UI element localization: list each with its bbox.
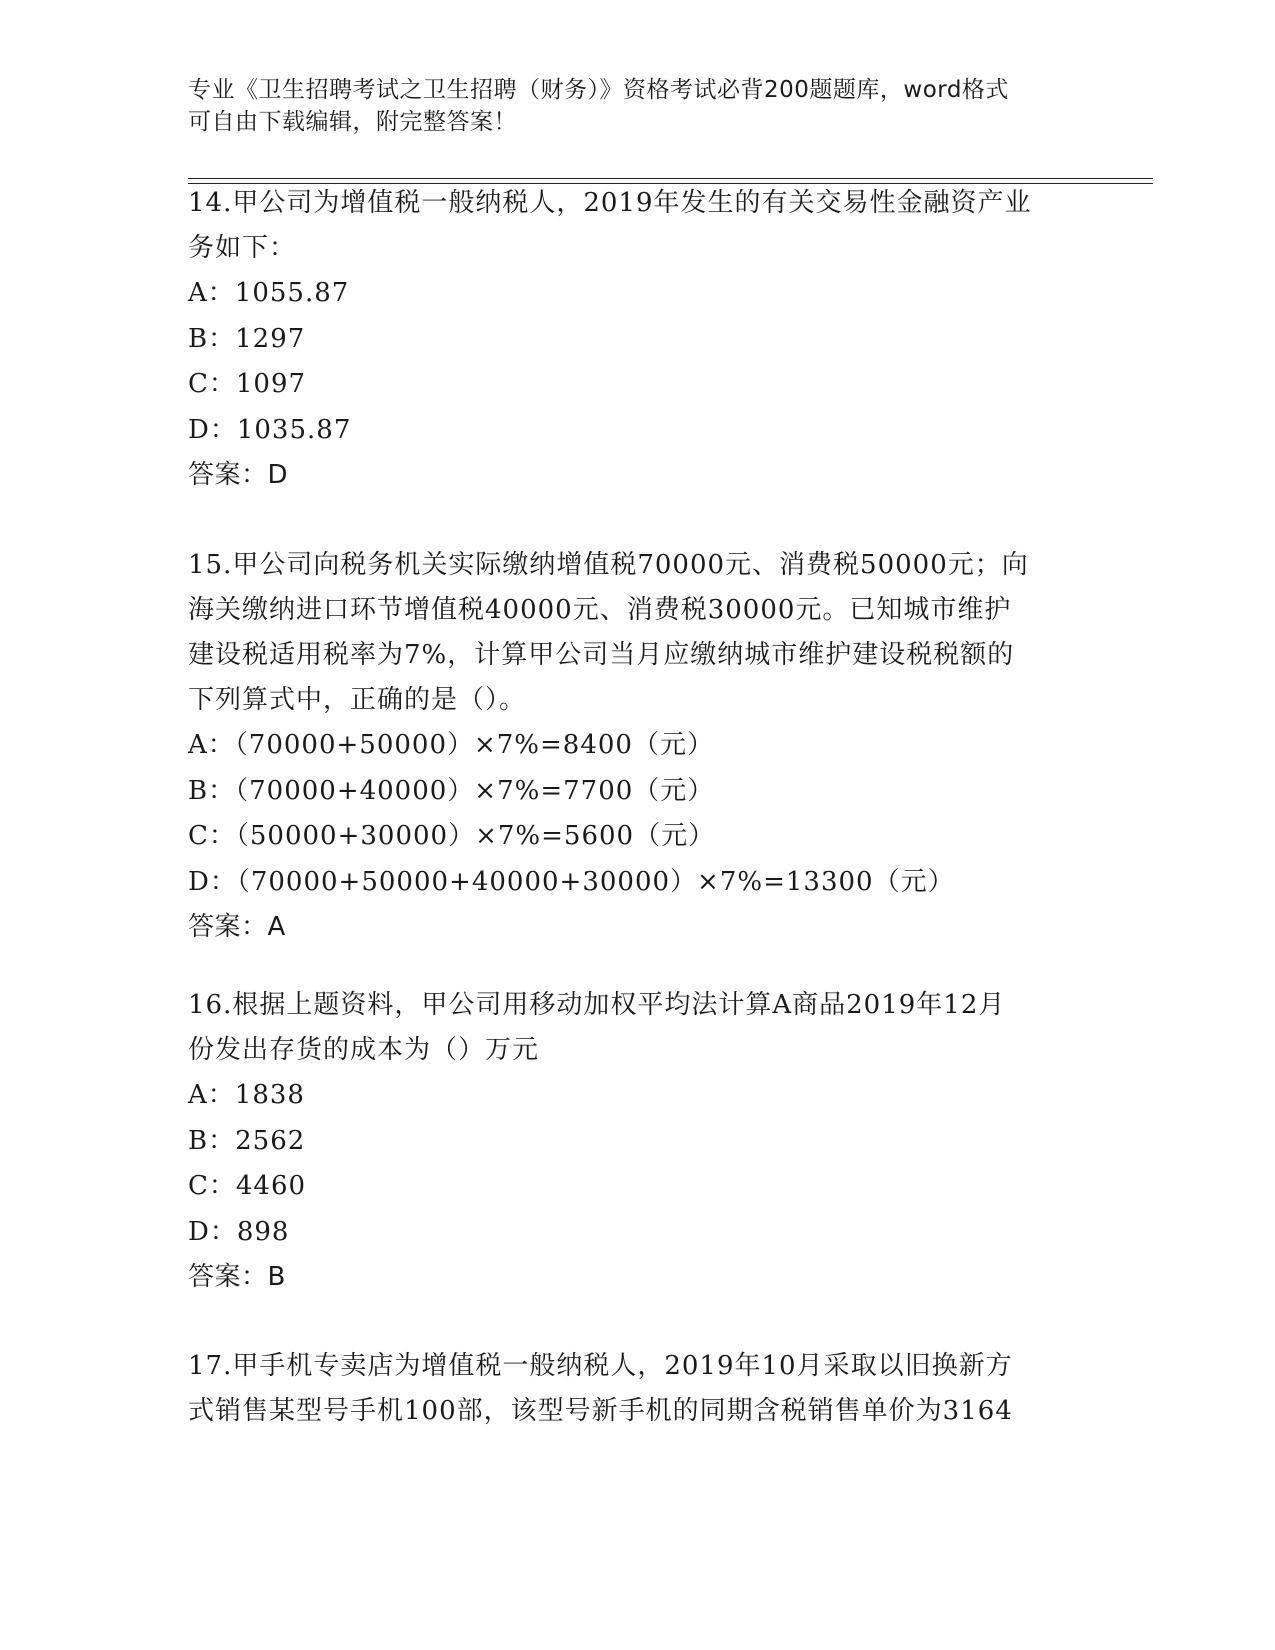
header-line: 可自由下载编辑，附完整答案！ — [188, 109, 517, 135]
header-divider — [188, 178, 1153, 179]
option-a: A：1055.87 — [188, 278, 350, 308]
option-b: B：2562 — [188, 1125, 306, 1156]
question-stem-line: 海关缴纳进口环节增值税40000元、消费税30000元。已知城市维护 — [188, 595, 1012, 625]
option-b: B：1297 — [188, 323, 306, 354]
question-stem-line: 建设税适用税率为7%，计算甲公司当月应缴纳城市维护建设税税额的 — [188, 640, 1015, 670]
document-header — [188, 74, 1068, 138]
option-c: C：（50000+30000）×7%=5600（元） — [188, 821, 716, 851]
header-line: 专业《卫生招聘考试之卫生招聘（财务）》资格考试必背200题题库，word格式 — [188, 77, 1009, 103]
option-b: B：（70000+40000）×7%=7700（元） — [188, 775, 715, 806]
option-a: A：1838 — [188, 1080, 305, 1110]
question-stem-line: 17.甲手机专卖店为增值税一般纳税人，2019年10月采取以旧换新方 — [188, 1351, 1013, 1381]
option-c: C：1097 — [188, 369, 307, 399]
question-17 — [188, 1344, 1088, 1434]
answer-line: 答案：D — [188, 460, 289, 490]
option-d: D：（70000+50000+40000+30000）×7%=13300（元） — [188, 866, 955, 897]
question-stem-line: 务如下： — [188, 233, 297, 263]
answer-line: 答案：A — [188, 912, 286, 942]
option-d: D：898 — [188, 1216, 290, 1247]
question-16 — [188, 983, 1088, 1300]
option-c: C：4460 — [188, 1171, 307, 1201]
question-15 — [188, 543, 1088, 950]
question-14 — [188, 181, 1088, 498]
question-stem-line: 份发出存货的成本为（）万元 — [188, 1035, 540, 1065]
question-stem-line: 式销售某型号手机100部，该型号新手机的同期含税销售单价为3164 — [188, 1396, 1013, 1426]
question-stem-line: 下列算式中，正确的是（）。 — [188, 685, 527, 715]
question-stem-line: 14.甲公司为增值税一般纳税人，2019年发生的有关交易性金融资产业 — [188, 188, 1032, 218]
option-a: A：（70000+50000）×7%=8400（元） — [188, 730, 714, 760]
answer-line: 答案：B — [188, 1262, 286, 1292]
option-d: D：1035.87 — [188, 414, 352, 445]
question-stem-line: 15.甲公司向税务机关实际缴纳增值税70000元、消费税50000元；向 — [188, 550, 1029, 580]
question-stem-line: 16.根据上题资料，甲公司用移动加权平均法计算A商品2019年12月 — [188, 990, 1006, 1020]
